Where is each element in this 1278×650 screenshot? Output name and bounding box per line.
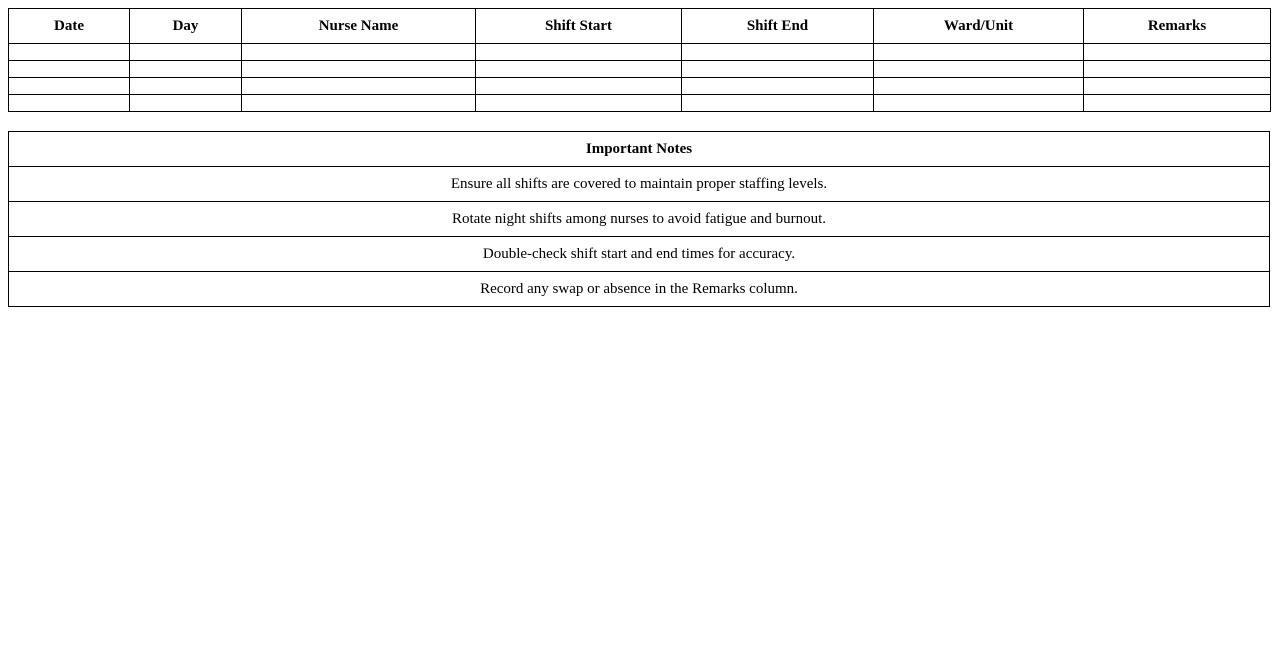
table-cell	[9, 44, 130, 61]
table-cell	[874, 78, 1084, 95]
table-cell	[9, 61, 130, 78]
table-cell	[9, 95, 130, 112]
table-row	[9, 95, 1271, 112]
table-cell	[130, 78, 242, 95]
list-item	[9, 272, 1270, 307]
table-cell	[1084, 95, 1271, 112]
table-cell	[1084, 44, 1271, 61]
note-text: Record any swap or absence in the Remarks column.	[9, 272, 1270, 307]
table-row	[9, 44, 1271, 61]
table-cell	[242, 44, 476, 61]
table-cell	[130, 61, 242, 78]
table-row	[9, 61, 1271, 78]
note-text: Ensure all shifts are covered to maintain proper staffing levels.	[9, 167, 1270, 202]
notes-title: Important Notes	[9, 132, 1270, 167]
column-header-ward-unit: Ward/Unit	[874, 9, 1084, 44]
table-cell	[9, 78, 130, 95]
table-cell	[476, 95, 682, 112]
table-cell	[682, 78, 874, 95]
column-header-date: Date	[9, 9, 130, 44]
table-cell	[874, 44, 1084, 61]
list-item	[9, 202, 1270, 237]
table-cell	[682, 61, 874, 78]
table-cell	[682, 44, 874, 61]
list-item	[9, 237, 1270, 272]
table-cell	[476, 44, 682, 61]
table-cell	[242, 78, 476, 95]
table-cell	[874, 61, 1084, 78]
table-cell	[874, 95, 1084, 112]
note-text: Double-check shift start and end times for accuracy.	[9, 237, 1270, 272]
note-text: Rotate night shifts among nurses to avoid fatigue and burnout.	[9, 202, 1270, 237]
table-cell	[1084, 61, 1271, 78]
table-cell	[682, 95, 874, 112]
table-cell	[242, 61, 476, 78]
table-cell	[1084, 78, 1271, 95]
roster-header-row	[9, 9, 1271, 44]
column-header-nurse-name: Nurse Name	[242, 9, 476, 44]
notes-header-row	[9, 132, 1270, 167]
list-item	[9, 167, 1270, 202]
column-header-day: Day	[130, 9, 242, 44]
table-cell	[476, 61, 682, 78]
column-header-shift-start: Shift Start	[476, 9, 682, 44]
column-header-shift-end: Shift End	[682, 9, 874, 44]
table-cell	[476, 78, 682, 95]
column-header-remarks: Remarks	[1084, 9, 1271, 44]
table-row	[9, 78, 1271, 95]
table-cell	[130, 44, 242, 61]
shift-roster-table	[8, 8, 1271, 112]
table-cell	[242, 95, 476, 112]
important-notes-table	[8, 131, 1270, 307]
page-content	[8, 8, 1270, 307]
table-cell	[130, 95, 242, 112]
